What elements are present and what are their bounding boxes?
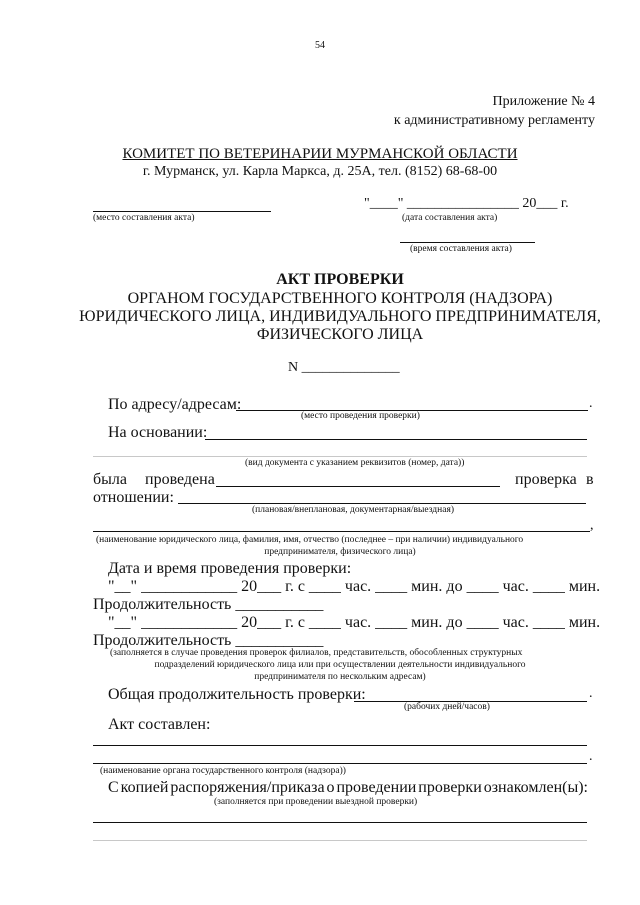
branches-caption-1: (заполняется в случае проведения проверок филиалов, представительств, обособленных структурных [110, 648, 523, 658]
datetime-row-2[interactable]: "__" ____________ 20___ г. с ____ час. ____ мин. до ____ час. ____ мин. [108, 614, 601, 631]
address-period: . [589, 396, 593, 411]
authority-field-line-1[interactable] [93, 745, 587, 746]
title-line-2: ОРГАНОМ ГОСУДАРСТВЕННОГО КОНТРОЛЯ (НАДЗОРА) [127, 290, 553, 307]
conducted-word-2: проведена [145, 471, 215, 488]
branches-caption-2: подразделений юридического лица или при осуществлении деятельности индивидуального [154, 660, 526, 670]
address-label: По адресу/адресам: [108, 396, 242, 413]
act-title: АКТ ПРОВЕРКИ [276, 271, 404, 288]
branches-caption-3: предпринимателя по нескольким адресам) [254, 672, 426, 682]
familiarized-field-line-2[interactable] [93, 840, 587, 841]
conducted-word-1: была [93, 471, 127, 488]
familiarized-field-line-1[interactable] [93, 822, 587, 823]
act-compiled-label: Акт составлен: [108, 716, 211, 733]
page-number: 54 [315, 40, 325, 51]
familiarized-caption: (заполняется при проведении выездной проверки) [214, 797, 418, 807]
duration-field-2[interactable]: Продолжительность ___________ [93, 632, 324, 649]
familiarized-word: проверки [418, 779, 482, 796]
inspection-word-2: в [586, 471, 594, 488]
regarding-label: отношении: [93, 489, 174, 506]
total-duration-caption: (рабочих дней/часов) [404, 702, 490, 712]
entity-comma: , [590, 518, 594, 533]
familiarized-word: о [326, 779, 335, 796]
familiarized-word: С [108, 779, 119, 796]
date-caption: (дата составления акта) [402, 213, 498, 223]
authority-field-line-2[interactable] [93, 763, 587, 764]
total-duration-label: Общая продолжительность проверки: [108, 686, 366, 703]
basis-caption: (вид документа с указанием реквизитов (номер, дата)) [245, 458, 465, 468]
basis-label: На основании: [108, 424, 208, 441]
entity-field-line[interactable] [93, 531, 590, 532]
familiarized-sentence [108, 779, 588, 797]
address-caption: (место проведения проверки) [301, 411, 420, 421]
total-duration-period: . [589, 686, 593, 701]
time-caption: (время составления акта) [410, 244, 512, 254]
basis-continuation-line[interactable] [93, 456, 587, 457]
title-line-3: ЮРИДИЧЕСКОГО ЛИЦА, ИНДИВИДУАЛЬНОГО ПРЕДПРИНИМАТЕЛЯ, [79, 308, 601, 325]
familiarized-word: копией [120, 779, 169, 796]
committee-name: КОМИТЕТ ПО ВЕТЕРИНАРИИ МУРМАНСКОЙ ОБЛАСТИ [122, 146, 518, 162]
authority-caption: (наименование органа государственного контроля (надзора)) [100, 766, 346, 776]
appendix-line-2: к административному регламенту [393, 113, 595, 128]
appendix-line-1: Приложение № 4 [492, 94, 595, 109]
place-field-line[interactable] [93, 211, 271, 212]
familiarized-word: ознакомлен(ы): [483, 779, 588, 796]
type-caption: (плановая/внеплановая, документарная/выездная) [252, 505, 454, 515]
datetime-row-1[interactable]: "__" ____________ 20___ г. с ____ час. ____ мин. до ____ час. ____ мин. [108, 578, 601, 595]
entity-caption-1: (наименование юридического лица, фамилия, имя, отчество (последнее – при наличии) индивидуального [96, 535, 524, 545]
committee-address: г. Мурманск, ул. Карла Маркса, д. 25А, тел. (8152) 68-68-00 [142, 164, 498, 179]
basis-field-line[interactable] [205, 439, 587, 440]
familiarized-word: проведении [336, 779, 417, 796]
familiarized-word: распоряжения/приказа [170, 779, 325, 796]
duration-field-1[interactable]: Продолжительность ___________ [93, 596, 324, 613]
date-field[interactable]: "____" ________________ 20___ г. [364, 196, 569, 211]
entity-caption-2: предпринимателя, физического лица) [264, 547, 416, 557]
regarding-field-line[interactable] [178, 503, 586, 504]
inspection-word-1: проверка [515, 471, 577, 488]
time-field-line[interactable] [400, 242, 535, 243]
datetime-label: Дата и время проведения проверки: [108, 560, 352, 577]
authority-period: . [589, 749, 593, 764]
place-caption: (место составления акта) [93, 213, 195, 223]
act-number-field[interactable]: N ______________ [288, 360, 400, 375]
title-line-4: ФИЗИЧЕСКОГО ЛИЦА [256, 326, 424, 343]
inspection-type-line[interactable] [216, 486, 500, 487]
